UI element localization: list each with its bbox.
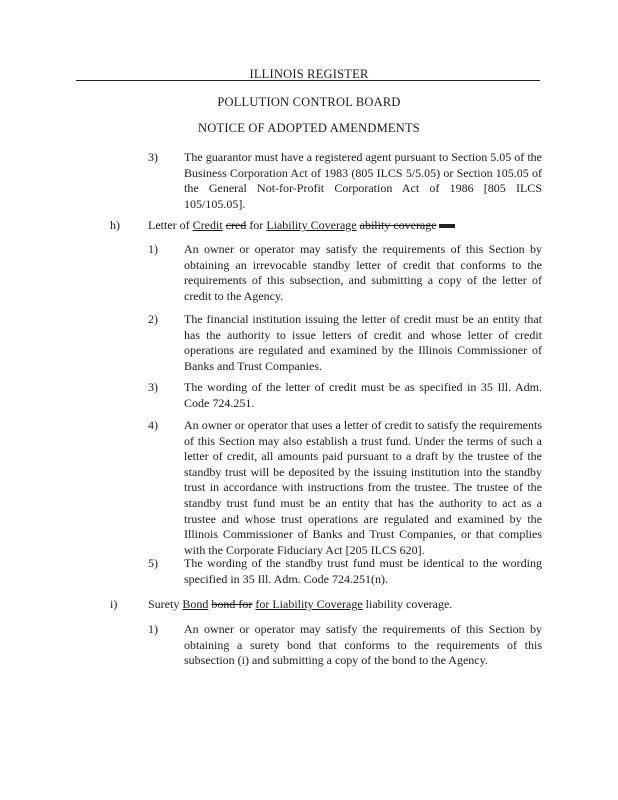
- i-heading-inserted-bond: Bond: [182, 597, 209, 611]
- h-heading-joiner: for: [249, 218, 264, 232]
- h1-number: 1): [148, 242, 158, 256]
- h1-text: An owner or operator may satisfy the requirements of this Section by obtaining an irrevocable standby letter of credit that conforms to the requirements of this subsection, and submitting a copy of the letter of credit to the Agency.: [184, 242, 542, 303]
- h5-number: 5): [148, 556, 158, 570]
- g3-number: 3): [148, 150, 158, 164]
- h3-number: 3): [148, 380, 158, 394]
- h4-text: An owner or operator that uses a letter of credit to satisfy the requirements of this Section may also establish a trust fund. Under the terms of such a letter of credit, all amounts paid pursuant to a draft by the trustee of the standby trust will be deposited by the issuing institution into the standby trust in accordance with instructions from the trustee. The trustee of the standby trust fund must be an entity that has the authority to act as a trustee and whose trust operations are regulated and examined by the Illinois Commissioner of Banks and Trust Companies, or that complies with the Corporate Fiduciary Act [205 ILCS 620].: [184, 418, 542, 557]
- notice-title: NOTICE OF ADOPTED AMENDMENTS: [198, 121, 420, 135]
- h4-number: 4): [148, 418, 158, 432]
- h-heading: [148, 218, 455, 233]
- h-heading-inserted-liability: Liability Coverage: [266, 218, 357, 232]
- g3-text: The guarantor must have a registered agent pursuant to Section 5.05 of the Business Corporation Act of 1983 (805 ILCS 5/5.05) or Section 105.05 of the General Not-for-Profit Corporation Act of 1986 [805 ILCS 105/105.05].: [184, 150, 542, 211]
- h-heading-lead: Letter of: [148, 218, 190, 232]
- register-title: ILLINOIS REGISTER: [249, 67, 369, 81]
- h-heading-inserted-credit: Credit: [192, 218, 223, 232]
- i-heading-trail: liability coverage.: [365, 597, 453, 611]
- i-heading-lead: Surety: [148, 597, 180, 611]
- i1-number: 1): [148, 622, 158, 636]
- h-heading-struck-cred: cred: [225, 218, 247, 232]
- h-letter: h): [110, 218, 120, 232]
- board-title: POLLUTION CONTROL BOARD: [217, 95, 401, 109]
- i-heading: [148, 597, 452, 612]
- i-heading-inserted-liability: for Liability Coverage: [255, 597, 363, 611]
- h5-text: The wording of the standby trust fund must be identical to the wording specified in 35 Ill. Adm. Code 724.251(n).: [184, 556, 542, 586]
- i1-text: An owner or operator may satisfy the requirements of this Section by obtaining a surety bond that conforms to the requirements of this subsection (i) and submitting a copy of the bond to the Agency.: [184, 622, 542, 668]
- h-heading-struck-liability: ability coverage: [359, 218, 437, 232]
- i-heading-struck-bond: bond for: [211, 597, 253, 611]
- h3-text: The wording of the letter of credit must be as specified in 35 Ill. Adm. Code 724.251.: [184, 380, 542, 410]
- h2-text: The financial institution issuing the letter of credit must be an entity that has the authority to issue letters of credit and whose letter of credit operations are regulated and examined by the Illinois Commissioner of Banks and Trust Companies.: [184, 312, 542, 373]
- i-letter: i): [110, 597, 118, 611]
- h2-number: 2): [148, 312, 158, 326]
- strike-blot: [439, 224, 455, 228]
